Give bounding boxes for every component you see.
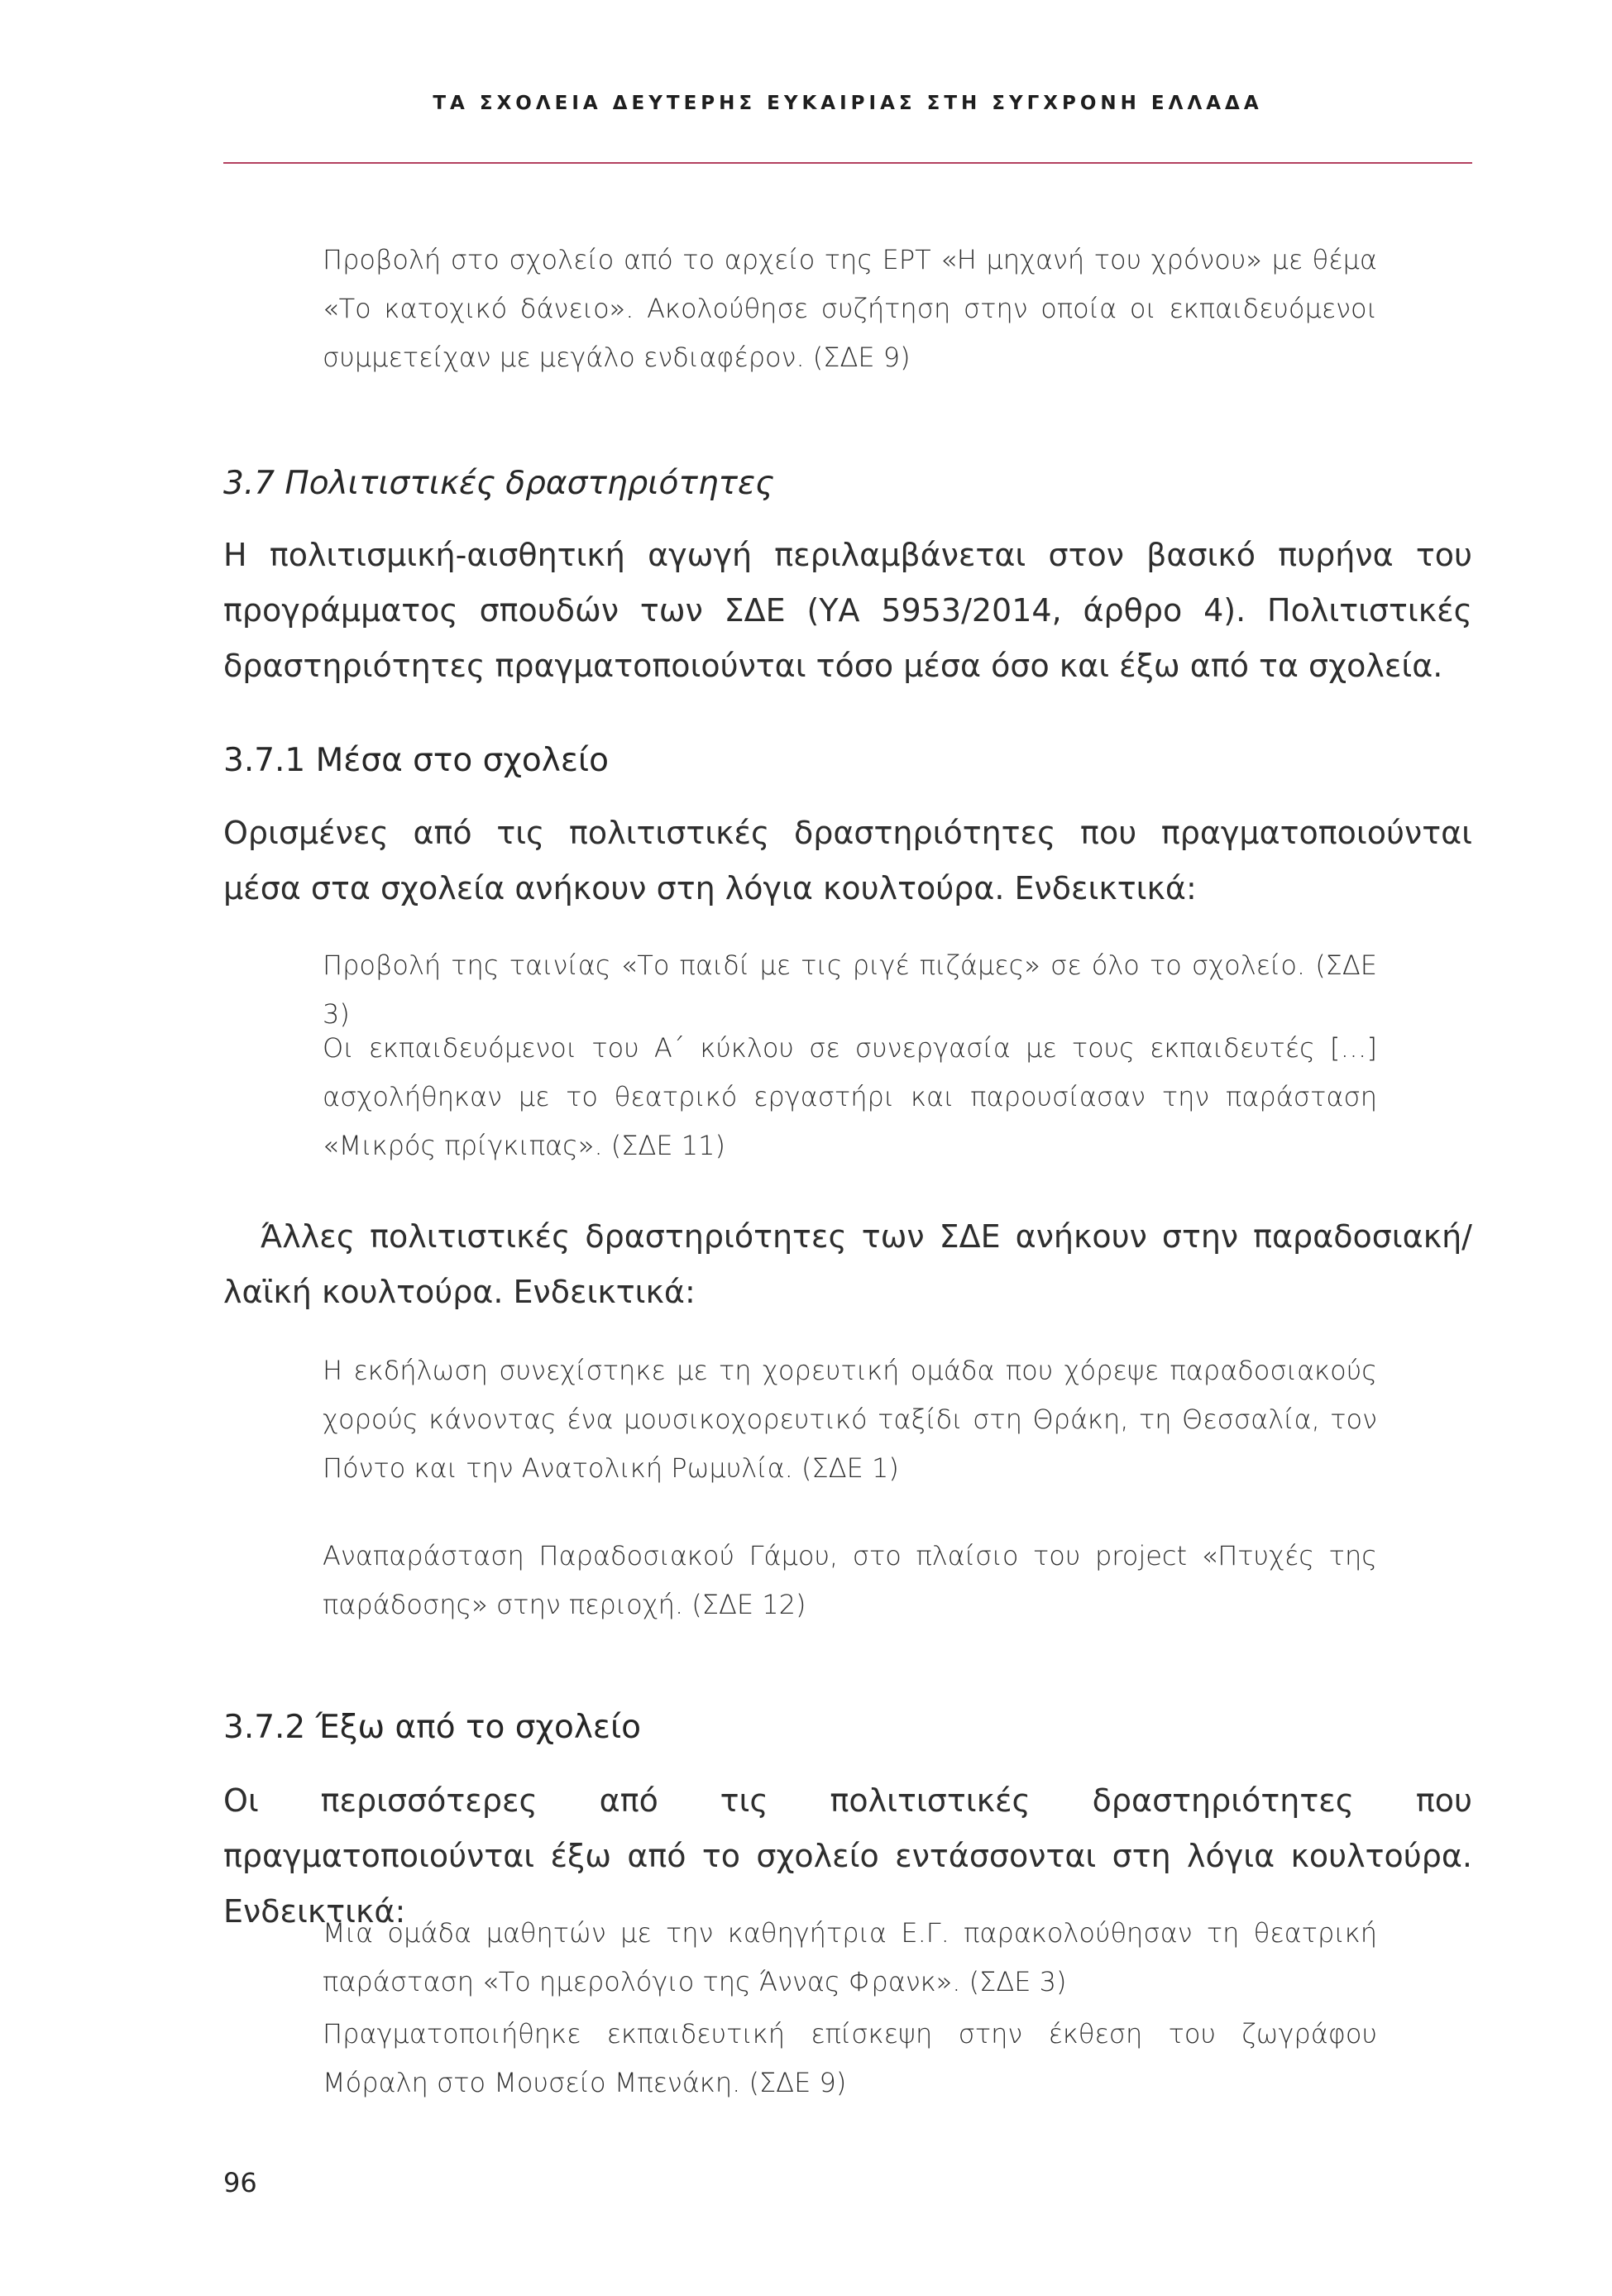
section-3-7-2-paragraph: Οι περισσότερες από τις πολιτιστικές δραστηριότητες που πραγματοποιούνται έξω από το σχολείο εντάσσονται στη λόγια κουλτούρα. Ενδεικτικά: — [223, 1782, 1472, 1930]
folk-culture-paragraph: Άλλες πολιτιστικές δραστηριότητες των ΣΔΕ ανήκουν στην παραδοσιακή/λαϊκή κουλτούρα. Ενδεικτικά: — [223, 1218, 1472, 1310]
quote-benaki-museum: Πραγματοποιήθηκε εκπαιδευτική επίσκεψη στην έκθεση του ζωγράφου Μόραλη στο Μουσείο Μπενάκη. (ΣΔΕ 9) — [323, 2018, 1377, 2098]
quote-traditional-wedding: Αναπαράσταση Παραδοσιακού Γάμου, στο πλαίσιο του project «Πτυχές της παράδοσης» στην περιοχή. (ΣΔΕ 12) — [323, 1540, 1377, 1620]
quote-film-screening: Προβολή της ταινίας «Το παιδί με τις ριγέ πιζάμες» σε όλο το σχολείο. (ΣΔΕ 3) — [323, 949, 1377, 1030]
section-3-7-1-paragraph: Ορισμένες από τις πολιτιστικές δραστηριότητες που πραγματοποιούνται μέσα στα σχολεία ανήκουν στη λόγια κουλτούρα. Ενδεικτικά: — [223, 815, 1472, 906]
section-title-3-7: 3.7 Πολιτιστικές δραστηριότητες — [223, 465, 775, 502]
subsection-title-3-7-2: 3.7.2 Έξω από το σχολείο — [223, 1709, 642, 1746]
quote-dance-group: Η εκδήλωση συνεχίστηκε με τη χορευτική ομάδα που χόρεψε παραδοσιακούς χορούς κάνοντας ένα μουσικοχορευτικό ταξίδι στη Θράκη, τη Θεσσαλία, τον Πόντο και την Ανατολική Ρωμυλία. (ΣΔΕ 1) — [323, 1355, 1377, 1484]
running-header: ΤΑ ΣΧΟΛΕΙΑ ΔΕΥΤΕΡΗΣ ΕΥΚΑΙΡΙΑΣ ΣΤΗ ΣΥΓΧΡΟΝΗ ΕΛΛΑΔΑ — [433, 93, 1263, 114]
quote-ert-archive: Προβολή στο σχολείο από το αρχείο της ΕΡΤ «Η μηχανή του χρόνου» με θέμα «Το κατοχικό δάνειο». Ακολούθησε συζήτηση στην οποία οι εκπαιδευόμενοι συμμετείχαν με μεγάλο ενδιαφέρον. (ΣΔΕ 9) — [323, 244, 1377, 373]
quote-theatre-workshop: Οι εκπαιδευόμενοι του Α΄ κύκλου σε συνεργασία με τους εκπαιδευτές […] ασχολήθηκαν με το θεατρικό εργαστήρι και παρουσίασαν την παράσταση «Μικρός πρίγκιπας». (ΣΔΕ 11) — [323, 1032, 1377, 1161]
quote-anne-frank-play: Μια ομάδα μαθητών με την καθηγήτρια Ε.Γ. παρακολούθησαν τη θεατρική παράσταση «Το ημερολόγιο της Άννας Φρανκ». (ΣΔΕ 3) — [323, 1917, 1377, 1997]
section-3-7-paragraph: Η πολιτισμική-αισθητική αγωγή περιλαμβάνεται στον βασικό πυρήνα του προγράμματος σπουδών των ΣΔΕ (ΥΑ 5953/2014, άρθρο 4). Πολιτιστικές δραστηριότητες πραγματοποιούνται τόσο μέσα όσο και έξω από τα σχολεία. — [223, 537, 1472, 684]
subsection-title-3-7-1: 3.7.1 Μέσα στο σχολείο — [223, 742, 609, 779]
header-rule — [223, 162, 1472, 164]
page-number: 96 — [223, 2167, 257, 2198]
